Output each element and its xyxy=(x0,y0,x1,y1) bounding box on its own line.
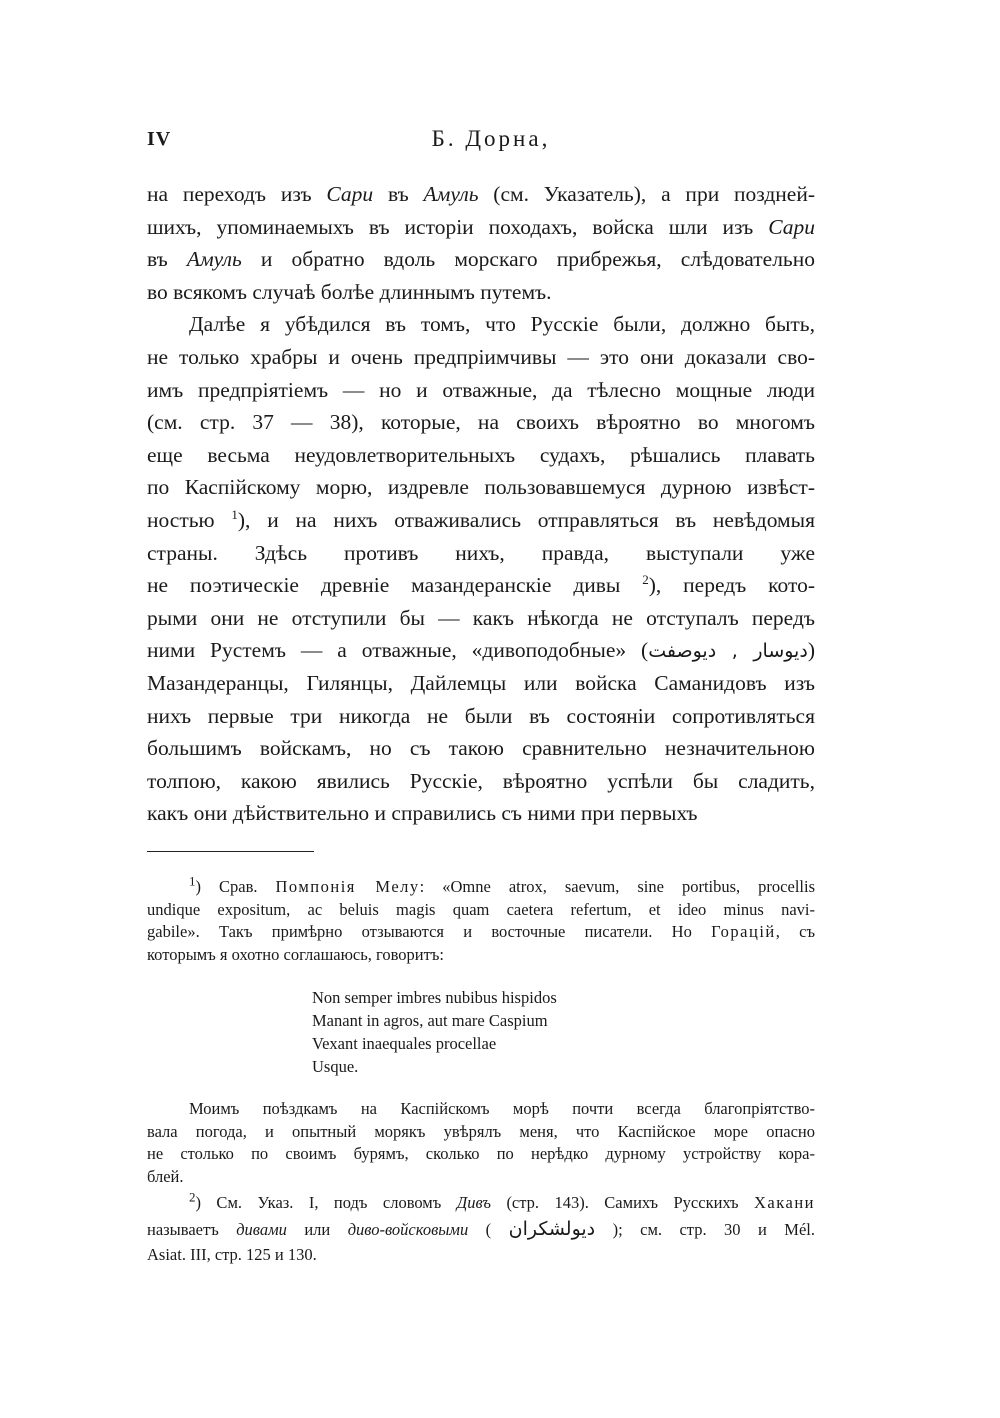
text-line: по Каспійскому морю, издревле пользовавшемуся дурною извѣст- xyxy=(147,475,815,500)
footnote-line: $^1$) Срав. Помпонія Мелу: «Omne atrox, saevum, sine portibus, procellis xyxy=(189,873,815,896)
footnote-marker: 2 xyxy=(642,571,649,587)
text-line: ностью $^1$), и на нихъ отваживались отправляться въ невѣдомыя xyxy=(147,506,815,532)
poem-line: Vexant inaequales procellae xyxy=(312,1034,497,1053)
text-line: во всякомъ случаѣ болѣе длиннымъ путемъ. xyxy=(147,279,552,304)
text-line: не поэтическіе древніе мазандеранскіе дивы $^2$), передъ кото- xyxy=(147,571,815,598)
footnote-1 xyxy=(147,873,815,966)
text-line: въ Амуль и обратно вдоль морскаго прибрежья, слѣдовательно xyxy=(147,247,815,272)
footnote-line: gabile». Такъ примѣрно отзываются и восточные писатели. Но Горацій, съ xyxy=(147,922,815,942)
italic-term: диво-войсковыми xyxy=(347,1220,469,1239)
text-line: (см. стр. 37 — 38), которые, на своихъ вѣроятно во многомъ xyxy=(147,410,815,435)
text-line: большимъ войскамъ, но съ такою сравнительно незначительною xyxy=(147,736,815,761)
footnote-rule xyxy=(147,851,314,852)
italic-term: Дивъ xyxy=(456,1193,491,1212)
text-line: Мазандеранцы, Гилянцы, Дайлемцы или войска Саманидовъ изъ xyxy=(147,670,815,695)
footnote-line: блей. xyxy=(147,1166,184,1186)
footnote-marker: 1 xyxy=(231,506,238,522)
poem-line: Non semper imbres nubibus hispidos xyxy=(312,988,557,1007)
text-line: на переходъ изъ Сари въ Амуль (см. Указатель), а при поздней- xyxy=(147,182,816,206)
footnote-marker: 1 xyxy=(189,873,196,889)
text-line: ними Рустемъ — а отважные, «дивоподобные» (دیوسار , دیوصفت) xyxy=(147,638,815,663)
text-line: толпою, какою явились Русскіе, вѣроятно успѣли бы сладить, xyxy=(147,768,815,793)
arabic-script: دیولشکران xyxy=(508,1218,596,1240)
italic-term: Амуль xyxy=(186,247,242,272)
poem-line: Manant in agros, aut mare Caspium xyxy=(312,1011,548,1030)
page-header xyxy=(147,128,815,158)
italic-term: Сари xyxy=(768,214,815,239)
footnote-line: вала погода, и опытный морякъ увѣрялъ меня, что Каспійское море опасно xyxy=(147,1121,815,1141)
spaced-name: Горацій xyxy=(711,922,776,942)
text-line: страны. Здѣсь противъ нихъ, правда, выступали уже xyxy=(147,540,815,565)
text-line: Далѣе я убѣдился въ томъ, что Русскіе были, должно быть, xyxy=(189,312,815,337)
footnote-2 xyxy=(147,1190,815,1268)
text-line: нихъ первые три никогда не были въ состояніи сопротивляться xyxy=(147,703,815,728)
text-line: рыми они не отступили бы — какъ нѣкогда не отступалъ передъ xyxy=(147,605,815,630)
arabic-script: دیوسار , دیوصفت xyxy=(648,640,808,663)
text-line: шихъ, упоминаемыхъ въ исторіи походахъ, войска шли изъ Сари xyxy=(147,214,815,239)
footnote-line: Asiat. III, стр. 125 и 130. xyxy=(147,1245,317,1264)
italic-term: дивами xyxy=(236,1220,287,1239)
footnote-line: которымъ я охотно соглашаюсь, говоритъ: xyxy=(147,944,444,964)
footnote-poem-quote xyxy=(312,986,557,1078)
italic-term: Амуль xyxy=(423,182,479,206)
main-text xyxy=(147,178,815,830)
spaced-name: Помпонія Мелу xyxy=(275,877,420,896)
footnote-1-continuation xyxy=(147,1098,815,1188)
text-line: еще весьма неудовлетворительныхъ судахъ, рѣшались плавать xyxy=(147,442,815,467)
running-head: Б. Дорна, xyxy=(431,126,551,151)
footnote-marker: 2 xyxy=(189,1189,196,1205)
footnote-line: не столько по своимъ бурямъ, сколько по нерѣдко дурному устройству кора- xyxy=(147,1144,815,1164)
text-line: имъ предпріятіемъ — но и отважные, да тѣлесно мощные люди xyxy=(147,377,815,402)
italic-term: Сари xyxy=(326,182,374,206)
spaced-name: Хакани xyxy=(754,1193,816,1212)
footnote-line: Моимъ поѣздкамъ на Каспійскомъ морѣ почти всегда благопріятство- xyxy=(189,1099,815,1118)
footnote-line: undique expositum, ac beluis magis quam caetera refertum, et ideo minus navi- xyxy=(147,899,815,919)
footnote-line: $^2$) См. Указ. I, подъ словомъ Дивъ (стр. 143). Самихъ Русскихъ Хакани xyxy=(189,1189,816,1212)
poem-line: Usque. xyxy=(312,1057,359,1076)
text-line: какъ они дѣйствительно и справились съ ними при первыхъ xyxy=(147,801,698,826)
footnote-line: называетъ дивами или диво-войсковыми ( دیولشکران ); см. стр. 30 и Mél. xyxy=(147,1218,815,1240)
page-number: IV xyxy=(147,128,172,150)
text-line: не только храбры и очень предпріимчивы — это они доказали сво- xyxy=(147,344,815,369)
